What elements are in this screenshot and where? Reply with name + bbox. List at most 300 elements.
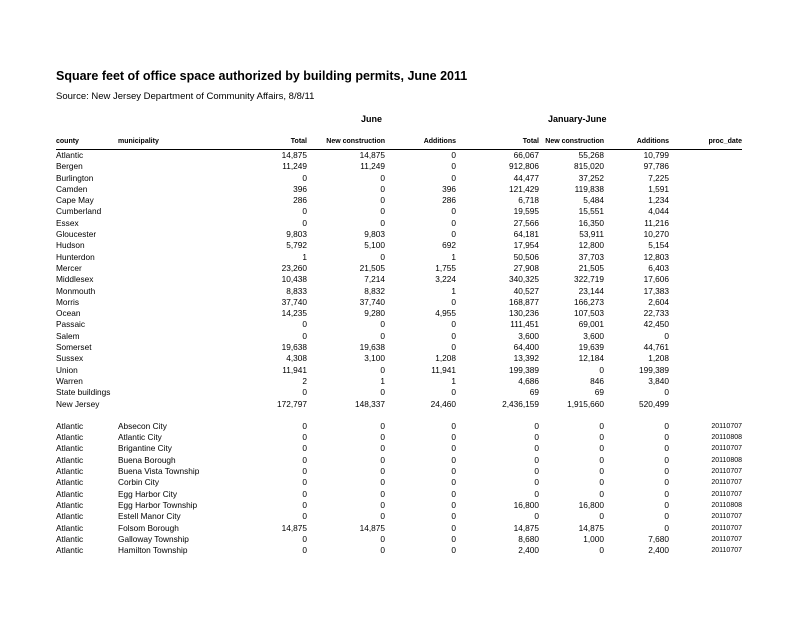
cell-june-total: 0 [302, 454, 307, 465]
cell-june-new-construction: 0 [380, 364, 385, 375]
county-row [56, 319, 742, 330]
cell-county: Hudson [56, 240, 85, 251]
cell-june-new-construction: 8,832 [364, 285, 385, 296]
cell-june-additions: 0 [451, 172, 456, 183]
cell-ytd-additions: 42,450 [643, 319, 669, 330]
cell-ytd-new-construction: 166,273 [574, 296, 604, 307]
cell-june-additions: 0 [451, 319, 456, 330]
municipality-row [56, 534, 742, 545]
data-table [56, 150, 742, 556]
cell-june-additions: 0 [451, 420, 456, 431]
cell-ytd-new-construction: 3,600 [583, 330, 604, 341]
cell-june-new-construction: 0 [380, 251, 385, 262]
cell-ytd-total: 0 [534, 466, 539, 477]
municipality-row [56, 466, 742, 477]
cell-ytd-additions: 1,234 [648, 195, 669, 206]
county-row [56, 365, 742, 376]
cell-county: Cumberland [56, 206, 102, 217]
cell-ytd-new-construction: 0 [599, 488, 604, 499]
cell-june-new-construction: 0 [380, 420, 385, 431]
cell-ytd-additions: 0 [664, 454, 669, 465]
cell-june-total: 0 [302, 387, 307, 398]
cell-ytd-new-construction: 107,503 [574, 308, 604, 319]
cell-municipality: Buena Vista Township [118, 466, 200, 477]
cell-municipality: Egg Harbor City [118, 488, 178, 499]
cell-ytd-additions: 0 [664, 499, 669, 510]
cell-june-additions: 396 [442, 183, 456, 194]
col-header-ytd-total: Total [522, 138, 539, 145]
cell-june-total: 2 [302, 375, 307, 386]
cell-june-additions: 3,224 [435, 274, 456, 285]
cell-municipality: Galloway Township [118, 533, 189, 544]
cell-ytd-total: 168,877 [509, 296, 539, 307]
cell-ytd-new-construction: 12,184 [578, 353, 604, 364]
cell-june-total: 14,875 [281, 150, 307, 160]
county-row [56, 399, 742, 410]
cell-ytd-total: 16,800 [513, 499, 539, 510]
county-row [56, 286, 742, 297]
cell-june-total: 10,438 [281, 274, 307, 285]
cell-ytd-additions: 199,389 [639, 364, 669, 375]
cell-ytd-total: 64,400 [513, 342, 539, 353]
cell-june-additions: 0 [451, 330, 456, 341]
cell-county: State buildings [56, 387, 111, 398]
cell-june-new-construction: 11,249 [360, 161, 385, 172]
cell-ytd-total: 0 [534, 420, 539, 431]
cell-county: Atlantic [56, 545, 84, 556]
cell-ytd-new-construction: 119,838 [574, 183, 604, 194]
cell-june-total: 1 [302, 251, 307, 262]
cell-ytd-total: 4,686 [518, 375, 539, 386]
cell-county: Atlantic [56, 477, 84, 488]
cell-ytd-total: 0 [534, 443, 539, 454]
cell-june-new-construction: 0 [380, 545, 385, 556]
cell-county: Union [56, 364, 78, 375]
cell-ytd-total: 40,527 [513, 285, 539, 296]
county-row [56, 173, 742, 184]
cell-june-additions: 1,755 [435, 262, 456, 273]
municipality-row [56, 443, 742, 454]
county-row [56, 161, 742, 172]
col-header-ytd-new-construction: New construction [545, 138, 604, 145]
cell-june-total: 0 [302, 206, 307, 217]
col-header-june-additions: Additions [423, 138, 456, 145]
cell-ytd-total: 340,325 [509, 274, 539, 285]
cell-june-new-construction: 0 [380, 217, 385, 228]
cell-ytd-additions: 1,208 [648, 353, 669, 364]
cell-ytd-new-construction: 0 [599, 364, 604, 375]
cell-ytd-total: 14,875 [513, 522, 539, 533]
cell-ytd-new-construction: 16,800 [578, 499, 604, 510]
cell-county: Gloucester [56, 229, 97, 240]
cell-ytd-total: 0 [534, 454, 539, 465]
cell-county: Ocean [56, 308, 81, 319]
cell-ytd-new-construction: 0 [599, 454, 604, 465]
cell-ytd-new-construction: 69 [594, 387, 604, 398]
cell-ytd-new-construction: 0 [599, 432, 604, 443]
cell-ytd-new-construction: 1,000 [583, 533, 604, 544]
cell-june-new-construction: 0 [380, 477, 385, 488]
cell-municipality: Buena Borough [118, 454, 176, 465]
county-row [56, 353, 742, 364]
cell-june-new-construction: 0 [380, 195, 385, 206]
cell-june-new-construction: 9,803 [364, 229, 385, 240]
cell-june-total: 0 [302, 217, 307, 228]
cell-ytd-total: 912,806 [509, 161, 539, 172]
cell-june-additions: 0 [451, 466, 456, 477]
cell-county: Salem [56, 330, 80, 341]
col-header-county: county [56, 138, 79, 145]
cell-june-new-construction: 7,214 [364, 274, 385, 285]
cell-june-total: 0 [302, 319, 307, 330]
cell-june-additions: 0 [451, 432, 456, 443]
cell-county: Bergen [56, 161, 83, 172]
cell-ytd-new-construction: 53,911 [579, 229, 604, 240]
cell-june-additions: 0 [451, 229, 456, 240]
cell-ytd-total: 0 [534, 477, 539, 488]
cell-county: Monmouth [56, 285, 96, 296]
county-row [56, 240, 742, 251]
col-header-proc-date: proc_date [708, 138, 742, 145]
cell-ytd-new-construction: 0 [599, 466, 604, 477]
county-row [56, 229, 742, 240]
cell-june-new-construction: 148,337 [355, 398, 385, 409]
cell-proc-date: 20110808 [711, 456, 742, 464]
cell-ytd-total: 2,400 [518, 545, 539, 556]
cell-ytd-new-construction: 0 [599, 477, 604, 488]
cell-june-new-construction: 14,875 [359, 522, 385, 533]
cell-municipality: Corbin City [118, 477, 160, 488]
cell-proc-date: 20110707 [711, 422, 742, 430]
cell-ytd-new-construction: 322,719 [574, 274, 604, 285]
cell-ytd-total: 69 [529, 387, 539, 398]
cell-county: Hunterdon [56, 251, 95, 262]
cell-ytd-additions: 97,786 [643, 161, 669, 172]
cell-ytd-additions: 7,680 [648, 533, 669, 544]
cell-june-additions: 0 [451, 533, 456, 544]
cell-june-additions: 0 [451, 206, 456, 217]
cell-june-additions: 1 [451, 375, 456, 386]
cell-june-additions: 286 [442, 195, 456, 206]
cell-june-new-construction: 1 [380, 375, 385, 386]
cell-june-total: 0 [302, 533, 307, 544]
column-header-row [56, 138, 742, 150]
cell-proc-date: 20110707 [711, 479, 742, 487]
cell-june-total: 0 [302, 499, 307, 510]
cell-june-additions: 0 [451, 499, 456, 510]
cell-municipality: Hamilton Township [118, 545, 188, 556]
cell-june-new-construction: 0 [380, 533, 385, 544]
cell-ytd-new-construction: 69,001 [578, 319, 604, 330]
cell-june-additions: 0 [451, 443, 456, 454]
municipality-row [56, 421, 742, 432]
cell-county: Atlantic [56, 443, 84, 454]
col-header-municipality: municipality [118, 138, 159, 145]
county-row [56, 387, 742, 398]
cell-june-new-construction: 0 [380, 330, 385, 341]
cell-june-additions: 0 [451, 511, 456, 522]
cell-ytd-total: 111,451 [510, 319, 539, 330]
county-row [56, 263, 742, 274]
cell-proc-date: 20110707 [711, 468, 742, 476]
county-row [56, 218, 742, 229]
county-row [56, 150, 742, 161]
cell-proc-date: 20110808 [711, 501, 742, 509]
cell-proc-date: 20110707 [711, 535, 742, 543]
county-row [56, 195, 742, 206]
cell-june-new-construction: 0 [380, 488, 385, 499]
cell-ytd-new-construction: 0 [599, 511, 604, 522]
cell-june-additions: 0 [451, 454, 456, 465]
cell-county: Essex [56, 217, 79, 228]
cell-june-new-construction: 0 [380, 172, 385, 183]
cell-ytd-total: 19,595 [513, 206, 539, 217]
cell-ytd-new-construction: 12,800 [578, 240, 604, 251]
cell-june-new-construction: 0 [380, 466, 385, 477]
cell-county: Camden [56, 183, 88, 194]
cell-june-additions: 0 [451, 296, 456, 307]
cell-june-new-construction: 0 [380, 499, 385, 510]
cell-county: Middlesex [56, 274, 94, 285]
cell-county: Atlantic [56, 420, 84, 431]
cell-june-additions: 24,460 [430, 398, 456, 409]
cell-june-total: 396 [293, 183, 307, 194]
municipality-row [56, 545, 742, 556]
group-header-january-june: January-June [548, 114, 607, 124]
cell-june-total: 0 [302, 172, 307, 183]
cell-ytd-new-construction: 0 [599, 443, 604, 454]
cell-june-total: 11,249 [282, 161, 307, 172]
cell-ytd-additions: 12,803 [643, 251, 669, 262]
cell-june-total: 23,260 [281, 262, 307, 273]
cell-ytd-new-construction: 846 [590, 375, 604, 386]
cell-ytd-total: 0 [534, 488, 539, 499]
cell-june-total: 0 [302, 511, 307, 522]
cell-june-additions: 0 [451, 522, 456, 533]
cell-june-additions: 11,941 [431, 364, 456, 375]
cell-june-new-construction: 0 [380, 511, 385, 522]
cell-proc-date: 20110707 [711, 547, 742, 555]
cell-june-additions: 4,955 [435, 308, 456, 319]
cell-ytd-additions: 17,383 [643, 285, 669, 296]
cell-june-total: 172,797 [277, 398, 307, 409]
cell-ytd-additions: 0 [664, 477, 669, 488]
municipality-row [56, 455, 742, 466]
cell-june-new-construction: 0 [380, 432, 385, 443]
cell-ytd-total: 17,954 [513, 240, 539, 251]
cell-june-new-construction: 19,638 [359, 342, 385, 353]
cell-ytd-additions: 22,733 [643, 308, 669, 319]
cell-june-new-construction: 9,280 [364, 308, 385, 319]
cell-ytd-additions: 3,840 [648, 375, 669, 386]
cell-june-new-construction: 14,875 [359, 150, 385, 160]
cell-municipality: Egg Harbor Township [118, 499, 198, 510]
cell-county: Atlantic [56, 522, 84, 533]
cell-ytd-new-construction: 815,020 [574, 161, 604, 172]
cell-june-total: 0 [302, 432, 307, 443]
cell-ytd-new-construction: 37,703 [578, 251, 604, 262]
cell-ytd-additions: 44,761 [643, 342, 669, 353]
cell-municipality: Brigantine City [118, 443, 172, 454]
cell-proc-date: 20110707 [711, 490, 742, 498]
cell-june-total: 14,235 [281, 308, 307, 319]
cell-june-additions: 0 [451, 387, 456, 398]
cell-june-new-construction: 0 [380, 454, 385, 465]
cell-county: Atlantic [56, 488, 84, 499]
cell-county: Cape May [56, 195, 94, 206]
municipality-row [56, 523, 742, 534]
cell-june-new-construction: 0 [380, 206, 385, 217]
cell-ytd-total: 3,600 [518, 330, 539, 341]
cell-ytd-total: 199,389 [509, 364, 539, 375]
cell-ytd-additions: 520,499 [639, 398, 669, 409]
county-row [56, 308, 742, 319]
cell-june-total: 0 [302, 466, 307, 477]
cell-ytd-additions: 0 [664, 330, 669, 341]
cell-june-additions: 1 [451, 251, 456, 262]
cell-june-new-construction: 5,100 [364, 240, 385, 251]
cell-june-total: 11,941 [282, 364, 307, 375]
cell-june-new-construction: 3,100 [364, 353, 385, 364]
cell-ytd-additions: 0 [664, 522, 669, 533]
cell-county: Atlantic [56, 511, 84, 522]
cell-june-total: 0 [302, 420, 307, 431]
cell-june-additions: 0 [451, 150, 456, 160]
cell-ytd-total: 66,067 [513, 150, 539, 160]
report-title: Square feet of office space authorized by building permits, June 2011 [56, 69, 468, 83]
cell-june-total: 14,875 [281, 522, 307, 533]
cell-ytd-new-construction: 0 [599, 420, 604, 431]
cell-june-total: 9,803 [286, 229, 307, 240]
cell-ytd-additions: 6,403 [648, 262, 669, 273]
cell-ytd-total: 27,908 [513, 262, 539, 273]
cell-june-total: 286 [293, 195, 307, 206]
cell-ytd-total: 6,718 [518, 195, 539, 206]
cell-county: Morris [56, 296, 80, 307]
group-header-june: June [361, 114, 383, 124]
cell-county: Mercer [56, 262, 82, 273]
cell-county: Burlington [56, 172, 94, 183]
cell-june-additions: 1,208 [435, 353, 456, 364]
cell-county: Warren [56, 375, 83, 386]
cell-ytd-total: 121,429 [509, 183, 539, 194]
cell-ytd-additions: 0 [664, 466, 669, 477]
municipality-row [56, 432, 742, 443]
cell-ytd-additions: 10,799 [643, 150, 669, 160]
cell-ytd-new-construction: 5,484 [583, 195, 604, 206]
cell-county: Sussex [56, 353, 84, 364]
cell-ytd-additions: 0 [664, 511, 669, 522]
cell-ytd-total: 2,436,159 [502, 398, 539, 409]
cell-june-total: 0 [302, 488, 307, 499]
cell-ytd-new-construction: 21,505 [578, 262, 604, 273]
cell-june-additions: 0 [451, 342, 456, 353]
cell-county: New Jersey [56, 398, 100, 409]
cell-june-total: 5,792 [286, 240, 307, 251]
cell-ytd-total: 130,236 [509, 308, 539, 319]
cell-june-additions: 0 [451, 488, 456, 499]
cell-county: Atlantic [56, 432, 84, 443]
cell-ytd-new-construction: 37,252 [578, 172, 604, 183]
county-row [56, 297, 742, 308]
cell-june-additions: 692 [442, 240, 456, 251]
cell-municipality: Folsom Borough [118, 522, 179, 533]
county-row [56, 376, 742, 387]
cell-june-new-construction: 0 [380, 319, 385, 330]
col-header-ytd-additions: Additions [636, 138, 669, 145]
cell-county: Passaic [56, 319, 86, 330]
cell-ytd-additions: 17,606 [643, 274, 669, 285]
cell-june-total: 8,833 [286, 285, 307, 296]
cell-june-new-construction: 0 [380, 183, 385, 194]
cell-municipality: Absecon City [118, 420, 167, 431]
cell-ytd-additions: 0 [664, 420, 669, 431]
cell-ytd-additions: 2,400 [648, 545, 669, 556]
cell-june-additions: 1 [451, 285, 456, 296]
municipality-row [56, 511, 742, 522]
municipality-row [56, 489, 742, 500]
cell-ytd-additions: 11,216 [644, 217, 669, 228]
cell-ytd-new-construction: 14,875 [578, 522, 604, 533]
cell-june-total: 4,308 [286, 353, 307, 364]
cell-june-total: 37,740 [281, 296, 307, 307]
cell-ytd-total: 64,181 [513, 229, 539, 240]
cell-ytd-total: 0 [534, 511, 539, 522]
cell-june-additions: 0 [451, 161, 456, 172]
cell-ytd-new-construction: 1,915,660 [567, 398, 604, 409]
cell-ytd-total: 8,680 [518, 533, 539, 544]
cell-june-total: 0 [302, 330, 307, 341]
cell-ytd-new-construction: 16,350 [578, 217, 604, 228]
cell-june-new-construction: 0 [380, 387, 385, 398]
cell-ytd-additions: 0 [664, 488, 669, 499]
county-row [56, 184, 742, 195]
cell-ytd-total: 44,477 [513, 172, 539, 183]
cell-ytd-total: 0 [534, 432, 539, 443]
cell-ytd-additions: 5,154 [648, 240, 669, 251]
cell-ytd-additions: 0 [664, 387, 669, 398]
cell-ytd-new-construction: 19,639 [578, 342, 604, 353]
cell-june-new-construction: 0 [380, 443, 385, 454]
col-header-june-new-construction: New construction [326, 138, 385, 145]
cell-county: Atlantic [56, 466, 84, 477]
cell-municipality: Estell Manor City [118, 511, 181, 522]
county-row [56, 206, 742, 217]
cell-ytd-new-construction: 15,551 [578, 206, 604, 217]
cell-june-total: 0 [302, 443, 307, 454]
cell-ytd-total: 13,392 [513, 353, 539, 364]
cell-proc-date: 20110707 [711, 445, 742, 453]
county-row [56, 252, 742, 263]
cell-proc-date: 20110707 [711, 513, 742, 521]
cell-county: Atlantic [56, 533, 84, 544]
cell-county: Atlantic [56, 150, 84, 160]
cell-ytd-new-construction: 23,144 [578, 285, 604, 296]
municipality-row [56, 500, 742, 511]
cell-proc-date: 20110707 [711, 524, 742, 532]
cell-county: Atlantic [56, 499, 84, 510]
county-row [56, 331, 742, 342]
cell-june-new-construction: 37,740 [359, 296, 385, 307]
cell-county: Somerset [56, 342, 92, 353]
col-header-june-total: Total [290, 138, 307, 145]
cell-ytd-additions: 7,225 [648, 172, 669, 183]
cell-ytd-new-construction: 0 [599, 545, 604, 556]
cell-ytd-new-construction: 55,268 [578, 150, 604, 160]
cell-municipality: Atlantic City [118, 432, 162, 443]
municipality-row [56, 477, 742, 488]
cell-ytd-additions: 10,270 [643, 229, 669, 240]
